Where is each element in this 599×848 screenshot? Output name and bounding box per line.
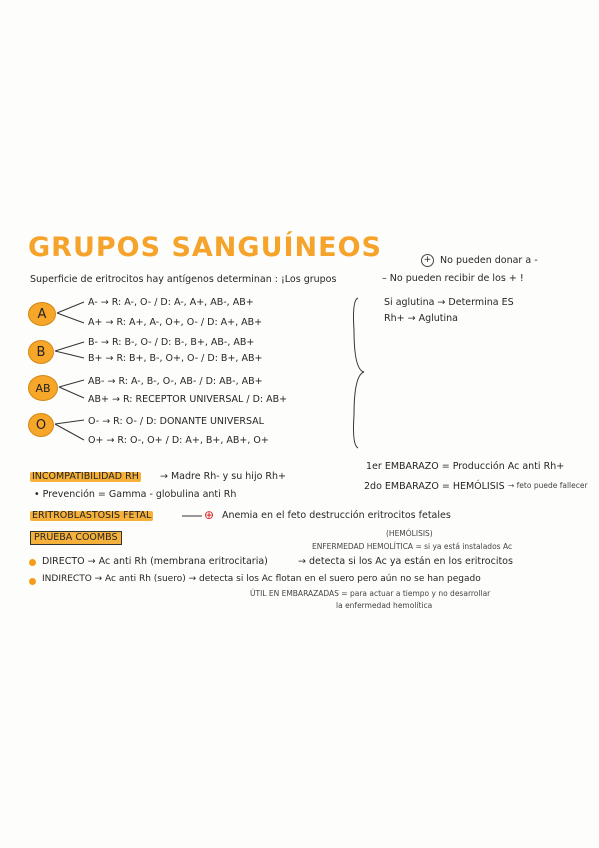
- group-ab-row-1: AB- → R: A-, B-, O-, AB- / D: AB-, AB+: [88, 376, 263, 387]
- intro-text-b: – No pueden recibir de los + !: [382, 273, 524, 284]
- group-a-row-1: A- → R: A-, O- / D: A-, A+, AB-, AB+: [88, 297, 254, 308]
- plus-circle-red-icon: ⊕: [204, 508, 215, 522]
- bullet-dot: [29, 559, 36, 566]
- group-b-row-1: B- → R: B-, O- / D: B-, B+, AB-, AB+: [88, 337, 255, 348]
- group-a-row-2: A+ → R: A+, A-, O+, O- / D: A+, AB+: [88, 317, 263, 328]
- intro-text: Superficie de eritrocitos hay antígenos determinan : ¡Los grupos: [30, 274, 337, 285]
- group-ab-row-2: AB+ → R: RECEPTOR UNIVERSAL / D: AB+: [88, 394, 288, 405]
- directo-result: → detecta si los Ac ya están en los eritrocitos: [298, 556, 513, 567]
- indirecto-text: INDIRECTO → Ac anti Rh (suero) → detecta si los Ac flotan en el suero pero aún no se han pegado: [42, 574, 481, 584]
- first-pregnancy: 1er EMBARAZO = Producción Ac anti Rh+: [366, 461, 565, 472]
- rh-note-2: Rh+ → Aglutina: [384, 313, 458, 324]
- second-pregnancy: 2do EMBARAZO = HEMÓLISIS: [364, 481, 505, 492]
- hemolitica-text: ENFERMEDAD HEMOLÍTICA = si ya está instalados Ac: [312, 542, 513, 551]
- coombs-label: PRUEBA COOMBS: [30, 531, 122, 545]
- group-o-circle: O: [28, 413, 54, 437]
- directo-text: DIRECTO → Ac anti Rh (membrana eritrocitaria): [42, 556, 268, 567]
- eritro-label: ERITROBLASTOSIS FETAL: [32, 510, 152, 521]
- hemolisis-tag: (HEMÓLISIS): [386, 529, 433, 538]
- plus-circle-icon: +: [421, 254, 434, 267]
- group-b-row-2: B+ → R: B+, B-, O+, O- / D: B+, AB+: [88, 353, 263, 364]
- incompat-text: → Madre Rh- y su hijo Rh+: [160, 471, 287, 482]
- util-text-2: la enfermedad hemolítica: [336, 601, 433, 610]
- group-o-row-2: O+ → R: O-, O+ / D: A+, B+, AB+, O+: [88, 435, 269, 446]
- second-pregnancy-note: → feto puede fallecer: [508, 481, 588, 490]
- eritro-text: Anemia en el feto destrucción eritrocitos fetales: [222, 510, 451, 521]
- util-text: ÚTIL EN EMBARAZADAS = para actuar a tiempo y no desarrollar: [250, 589, 491, 598]
- prevention-text: • Prevención = Gamma - globulina anti Rh: [34, 489, 237, 500]
- bullet-dot: [29, 578, 36, 585]
- rh-note-1: Si aglutina → Determina ES: [384, 297, 514, 308]
- group-b-circle: B: [28, 340, 54, 364]
- group-ab-circle: AB: [28, 375, 58, 401]
- group-a-circle: A: [28, 302, 56, 326]
- group-o-row-1: O- → R: O- / D: DONANTE UNIVERSAL: [88, 416, 264, 427]
- top-note: No pueden donar a -: [440, 255, 538, 266]
- incompat-label: INCOMPATIBILIDAD RH: [32, 471, 139, 482]
- page-title: GRUPOS SANGUÍNEOS: [28, 232, 382, 263]
